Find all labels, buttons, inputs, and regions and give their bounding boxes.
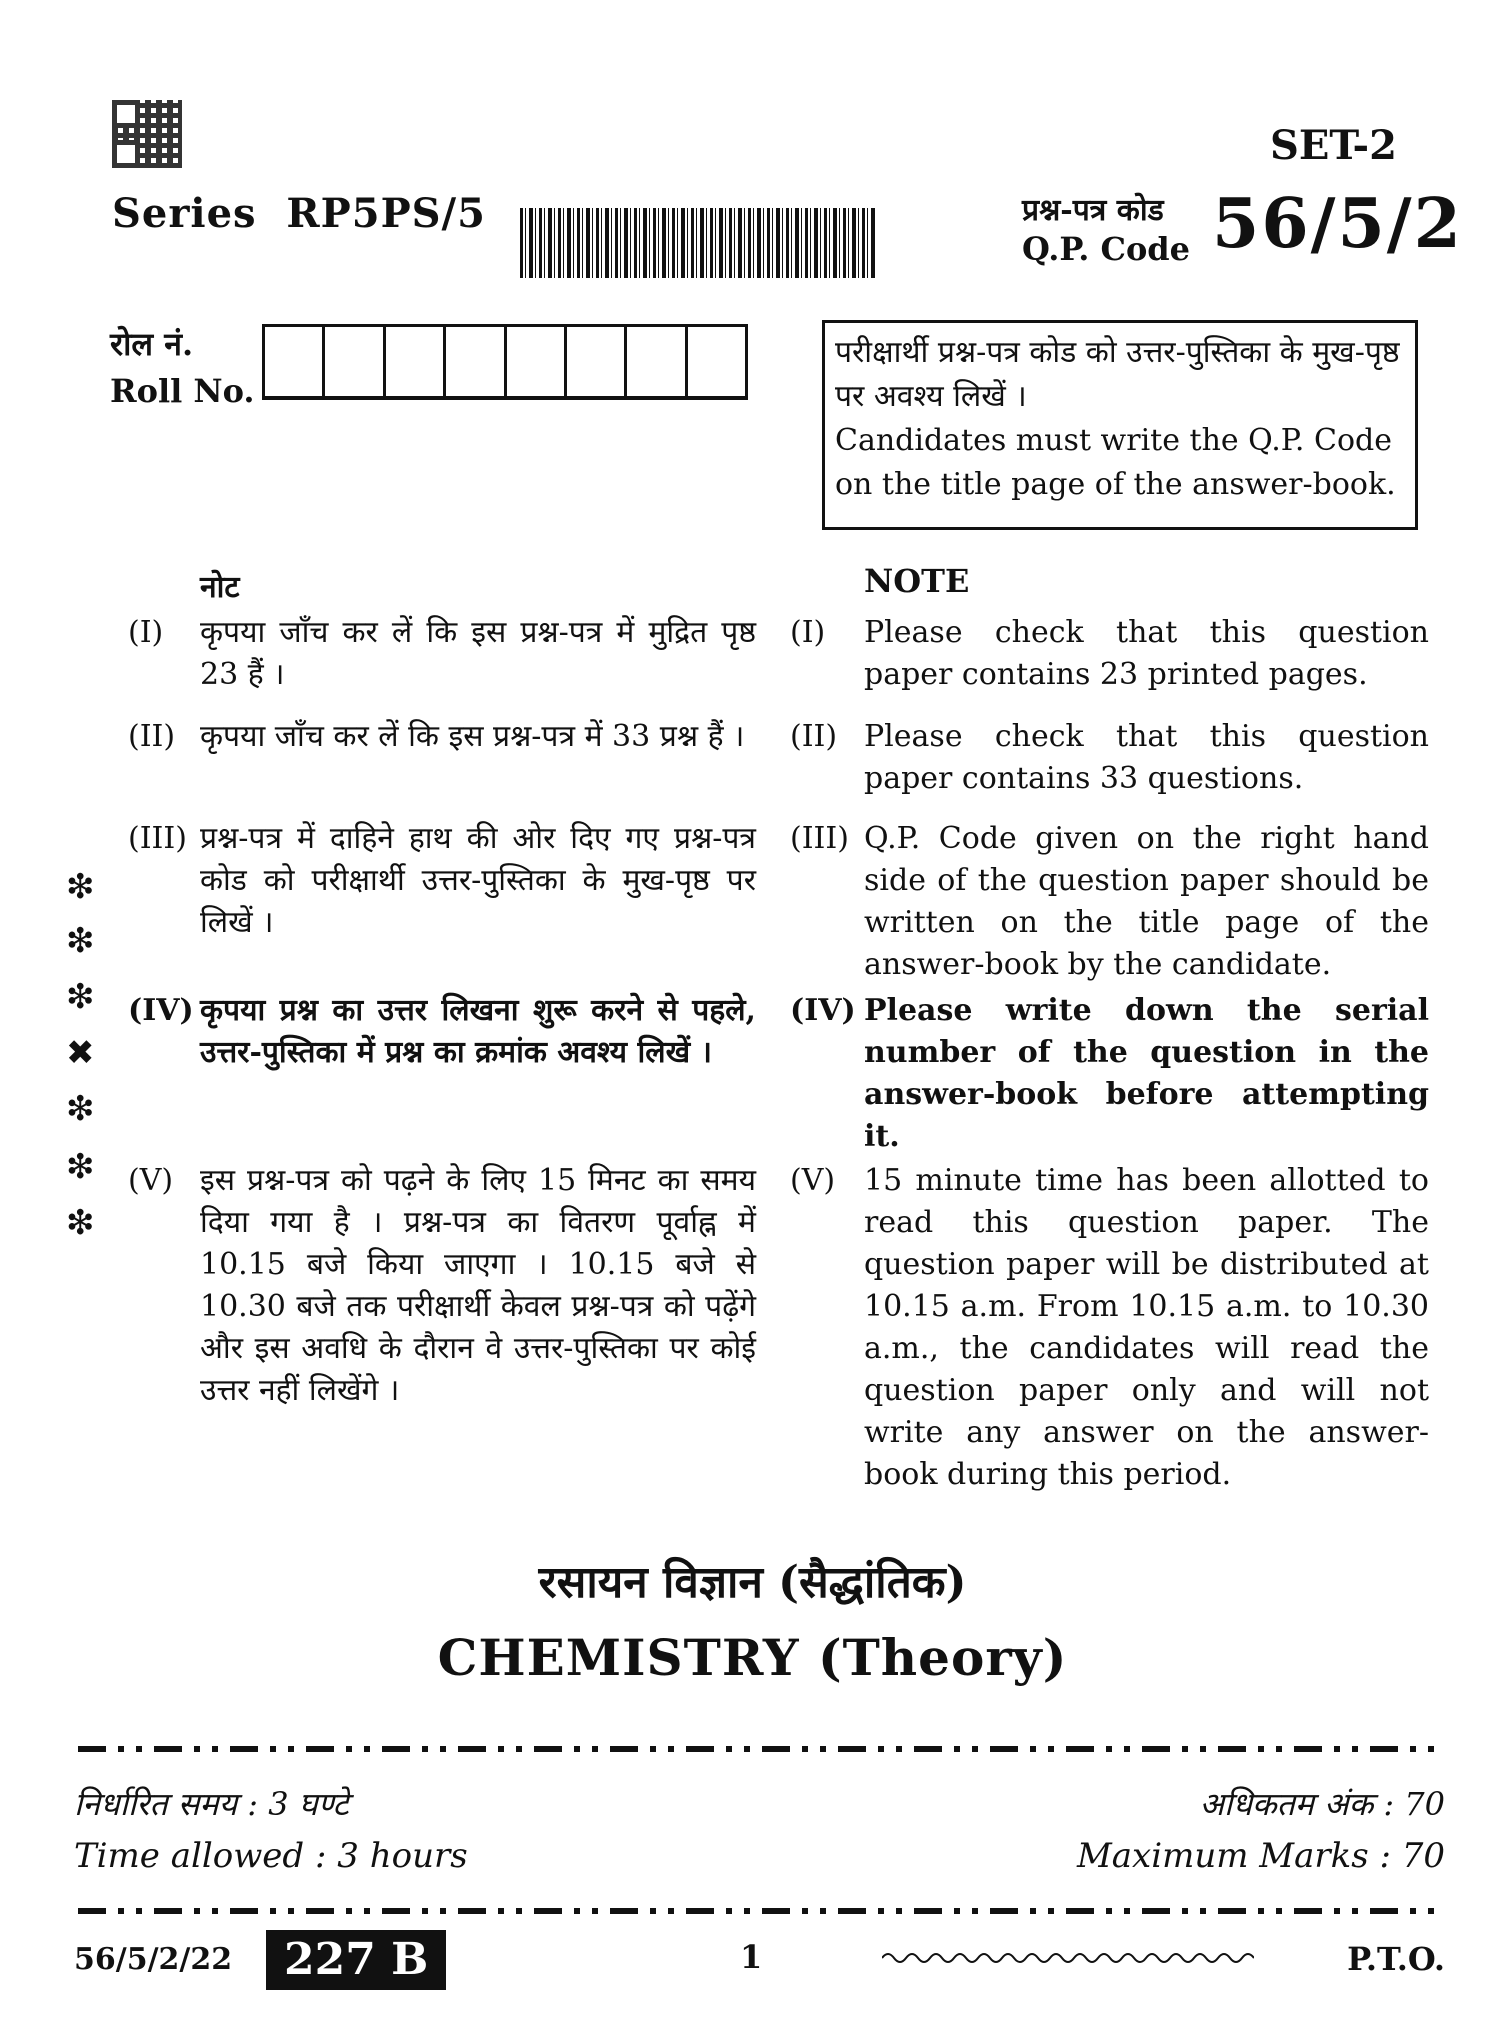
note-text-hindi: कृपया प्रश्न का उत्तर लिखना शुरू करने से पहले, उत्तर-पुस्तिका में प्रश्न का क्रमांक अवश्य लिखें । <box>200 993 756 1070</box>
footer-badge: 227 B <box>266 1930 446 1990</box>
note-text: Please check that this question paper contains 23 printed pages. <box>864 615 1429 692</box>
subject-title-hindi: रसायन विज्ञान (सैद्धांतिक) <box>538 1557 967 1608</box>
note-text: Please write down the serial number of the question in the answer-book before attempting it. <box>864 993 1429 1154</box>
note-text: Q.P. Code given on the right hand side of the question paper should be written on the title page of the answer-book by the candidate. <box>864 821 1429 982</box>
note-text: Please check that this question paper contains 33 questions. <box>864 719 1429 796</box>
roll-label-hindi: रोल नं. <box>110 325 194 363</box>
roll-digit-box[interactable] <box>507 327 567 396</box>
time-allowed: Time allowed : 3 hours <box>74 1836 468 1876</box>
note-number: (IV) <box>790 993 856 1028</box>
roll-digit-box[interactable] <box>325 327 385 396</box>
snowflake-icon: ❇ <box>66 977 95 1017</box>
cross-icon: ✖ <box>66 1033 95 1073</box>
roll-digit-box[interactable] <box>446 327 506 396</box>
snowflake-icon: ❇ <box>66 921 95 961</box>
note-number-hindi: (IV) <box>128 993 194 1028</box>
note-number-hindi: (I) <box>128 615 164 650</box>
roll-number-boxes[interactable] <box>262 324 748 400</box>
note-number-hindi: (III) <box>128 821 187 856</box>
note-number: (V) <box>790 1163 836 1198</box>
set-label: SET-2 <box>1270 122 1397 169</box>
roll-digit-box[interactable] <box>567 327 627 396</box>
time-allowed-hindi: निर्धारित समय : 3 घण्टे <box>74 1785 349 1823</box>
qp-code-label: Q.P. Code <box>1022 230 1191 268</box>
qp-code-label-hindi: प्रश्न-पत्र कोड <box>1022 193 1164 228</box>
footer-paper-code: 56/5/2/22 <box>74 1942 233 1977</box>
qr-code <box>112 100 182 168</box>
maximum-marks: Maximum Marks : 70 <box>1076 1836 1445 1876</box>
notice-text-hindi: परीक्षार्थी प्रश्न-पत्र कोड को उत्तर-पुस्तिका के मुख-पृष्ठ पर अवश्य लिखें । <box>835 335 1400 414</box>
roll-digit-box[interactable] <box>386 327 446 396</box>
note-number-hindi: (V) <box>128 1163 174 1198</box>
qp-code-value: 56/5/2 <box>1212 184 1463 264</box>
note-heading: NOTE <box>864 562 970 600</box>
note-heading-hindi: नोट <box>200 570 240 605</box>
roll-digit-box[interactable] <box>627 327 687 396</box>
qp-code-notice-box <box>822 320 1418 530</box>
note-number: (III) <box>790 821 849 856</box>
note-text-hindi: इस प्रश्न-पत्र को पढ़ने के लिए 15 मिनट का समय दिया गया है । प्रश्न-पत्र का वितरण पूर्वाह्न में 10.15 बजे किया जाएगा । 10.15 बजे से 10.30 बजे तक परीक्षार्थी केवल प्रश्न-पत्र को पढ़ेंगे और इस अवधि के दौरान वे उत्तर-पुस्तिका पर कोई उत्तर नहीं लिखेंगे । <box>200 1163 756 1408</box>
roll-digit-box[interactable] <box>688 327 745 396</box>
snowflake-icon: ❇ <box>66 1089 95 1129</box>
snowflake-icon: ❇ <box>66 1147 95 1187</box>
roll-label: Roll No. <box>110 372 255 410</box>
snowflake-icon: ❇ <box>66 1203 95 1243</box>
note-text-hindi: कृपया जाँच कर लें कि इस प्रश्न-पत्र में 33 प्रश्न हैं । <box>200 719 745 754</box>
page-number: 1 <box>740 1938 763 1976</box>
roll-digit-box[interactable] <box>265 327 325 396</box>
please-turn-over: P.T.O. <box>1347 1940 1445 1978</box>
note-number: (I) <box>790 615 826 650</box>
note-number: (II) <box>790 719 838 754</box>
wavy-line-icon <box>882 1948 1254 1968</box>
divider-bottom <box>78 1908 1446 1914</box>
subject-title: CHEMISTRY (Theory) <box>437 1628 1068 1687</box>
maximum-marks-hindi: अधिकतम अंक : 70 <box>1199 1785 1445 1823</box>
note-text-hindi: कृपया जाँच कर लें कि इस प्रश्न-पत्र में मुद्रित पृष्ठ 23 हैं । <box>200 615 756 692</box>
snowflake-icon: ❇ <box>66 867 95 907</box>
series-label: Series RP5PS/5 <box>112 190 486 237</box>
barcode <box>520 208 875 278</box>
note-number-hindi: (II) <box>128 719 176 754</box>
divider-top <box>78 1746 1446 1752</box>
notice-text: Candidates must write the Q.P. Code on the title page of the answer-book. <box>835 423 1396 502</box>
note-text: 15 minute time has been allotted to read this question paper. The question paper will be distributed at 10.15 a.m. From 10.15 a.m. to 10.30 a.m., the candidates will read the question paper only and will not write any answer on the answer-book during this period. <box>864 1163 1429 1492</box>
note-text-hindi: प्रश्न-पत्र में दाहिने हाथ की ओर दिए गए प्रश्न-पत्र कोड को परीक्षार्थी उत्तर-पुस्तिका के मुख-पृष्ठ पर लिखें । <box>200 821 756 940</box>
